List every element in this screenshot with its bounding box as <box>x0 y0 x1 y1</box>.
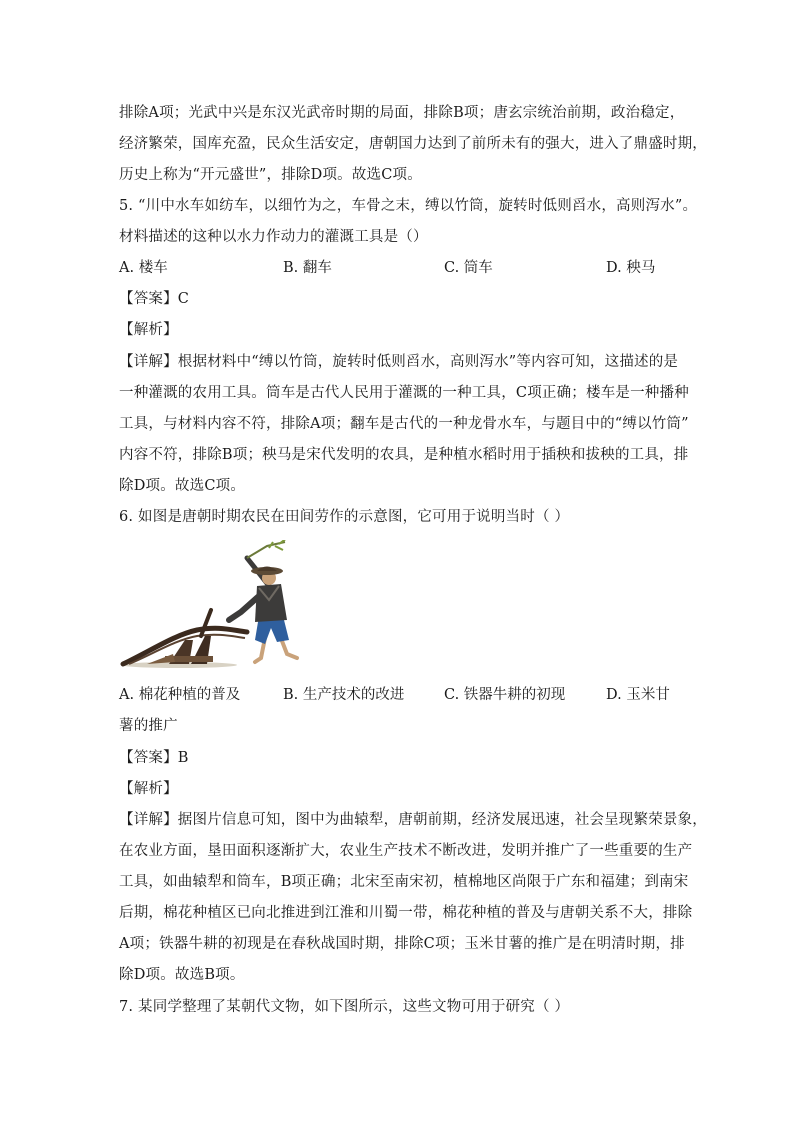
answer-label: 【答案】C <box>119 291 190 307</box>
option-c: C. 铁器牛耕的初现 <box>444 687 566 703</box>
analysis-title: 【解析】 <box>119 781 178 797</box>
option-c: C. 筒车 <box>444 260 493 276</box>
analysis-text: 【详解】据图片信息可知，图中为曲辕犁，唐朝前期，经济发展迅速，社会呈现繁荣景象， <box>119 812 707 828</box>
analysis-text: 工具，如曲辕犁和筒车，B项正确；北宋至南宋初，植棉地区尚限于广东和福建；到南宋 <box>119 874 689 890</box>
analysis-text: 除D项。故选B项。 <box>119 967 245 983</box>
option-d: D. 秧马 <box>606 260 656 276</box>
text-line: 排除A项；光武中兴是东汉光武帝时期的局面，排除B项；唐玄宗统治前期，政治稳定， <box>119 105 685 121</box>
option-a: A. 棉花种植的普及 <box>119 687 241 703</box>
option-a: A. 楼车 <box>119 260 168 276</box>
analysis-text: 后期，棉花种植区已向北推进到江淮和川蜀一带，棉花种植的普及与唐朝关系不大，排除 <box>119 905 693 921</box>
question-5-stem: 5. “川中水车如纺车，以细竹为之，车骨之末，缚以竹筒，旋转时低则舀水，高则泻水”。 <box>119 198 698 214</box>
analysis-text: 工具，与材料内容不符，排除A项；翻车是古代的一种龙骨水车，与题目中的“缚以竹筒” <box>119 416 689 432</box>
option-d: D. 玉米甘 <box>606 687 670 703</box>
answer-label: 【答案】B <box>119 750 189 766</box>
analysis-text: 在农业方面，垦田面积逐渐扩大，农业生产技术不断改进，发明并推广了一些重要的生产 <box>119 843 693 859</box>
analysis-text: 除D项。故选C项。 <box>119 478 246 494</box>
question-5-stem: 材料描述的这种以水力作动力的灌溉工具是（） <box>119 229 428 245</box>
farmer-plow-illustration <box>119 540 309 670</box>
analysis-title: 【解析】 <box>119 322 178 338</box>
analysis-text: 【详解】根据材料中“缚以竹筒，旋转时低则舀水，高则泻水”等内容可知，这描述的是 <box>119 354 679 370</box>
analysis-text: A项；铁器牛耕的初现是在春秋战国时期，排除C项；玉米甘薯的推广是在明清时期，排 <box>119 936 685 952</box>
question-7-stem: 7. 某同学整理了某朝代文物，如下图所示，这些文物可用于研究（ ） <box>119 999 570 1015</box>
question-6-stem: 6. 如图是唐朝时期农民在田间劳作的示意图，它可用于说明当时（ ） <box>119 509 570 525</box>
option-d-continued: 薯的推广 <box>119 718 178 734</box>
option-b: B. 生产技术的改进 <box>283 687 405 703</box>
analysis-text: 一种灌溉的农用工具。筒车是古代人民用于灌溉的一种工具，C项正确；楼车是一种播种 <box>119 385 689 401</box>
option-b: B. 翻车 <box>283 260 332 276</box>
analysis-text: 内容不符，排除B项；秧马是宋代发明的农具，是种植水稻时用于插秧和拔秧的工具，排 <box>119 447 689 463</box>
text-line: 历史上称为“开元盛世”，排除D项。故选C项。 <box>119 167 422 183</box>
text-line: 经济繁荣，国库充盈，民众生活安定，唐朝国力达到了前所未有的强大，进入了鼎盛时期， <box>119 136 707 152</box>
